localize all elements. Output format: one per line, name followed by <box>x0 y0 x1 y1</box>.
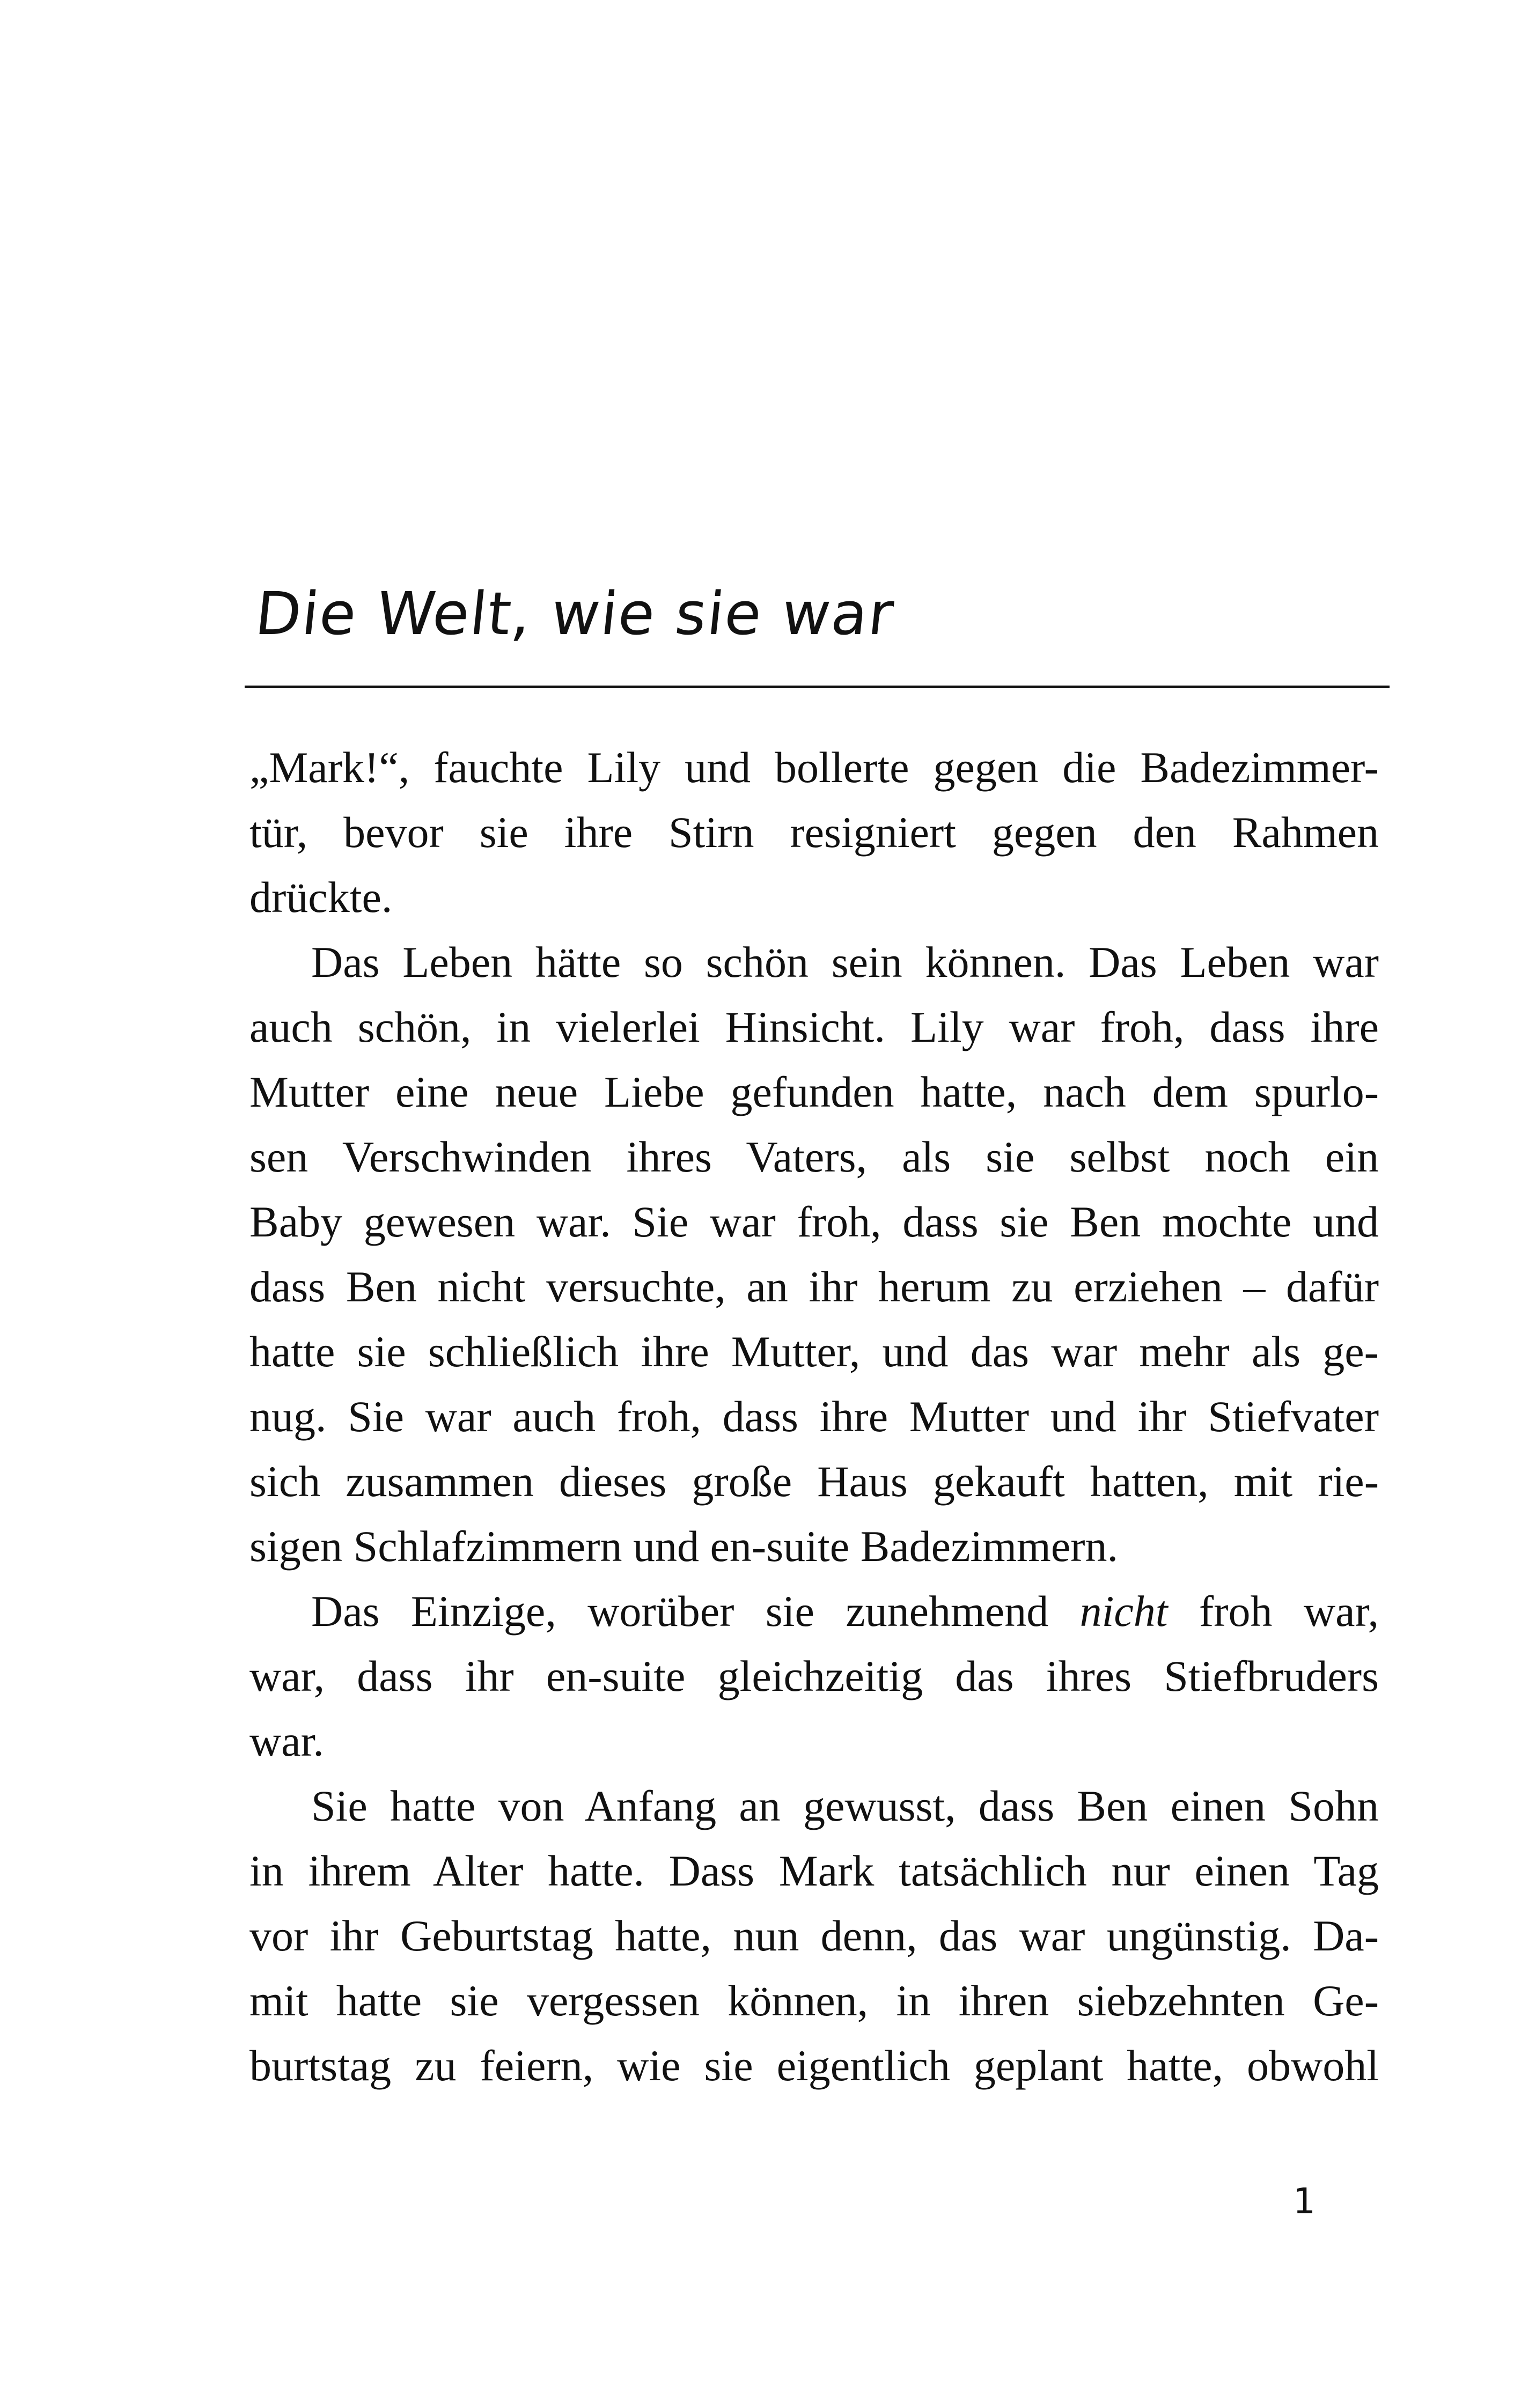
text-line: sich zusammen dieses große Haus gekauft hatten, mit rie- <box>249 1457 1379 1506</box>
text-segment: froh war, <box>1167 1587 1379 1636</box>
text-line: auch schön, in vielerlei Hinsicht. Lily war froh, dass ihre <box>249 1003 1379 1051</box>
text-line: sen Verschwinden ihres Vaters, als sie selbst noch ein <box>249 1132 1379 1181</box>
text-line: sigen Schlafzimmern und en-suite Badezimmern. <box>249 1522 1119 1571</box>
text-line: „Mark!“, fauchte Lily und bollerte gegen die Badezimmer- <box>249 743 1379 792</box>
text-line: war. <box>249 1717 324 1765</box>
italic-emphasis: nicht <box>1079 1587 1168 1636</box>
text-line: Sie hatte von Anfang an gewusst, dass Ben einen Sohn <box>311 1781 1379 1830</box>
paragraph <box>249 1773 1379 2098</box>
title-divider <box>245 686 1390 688</box>
text-line: dass Ben nicht versuchte, an ihr herum zu erziehen – dafür <box>249 1262 1379 1311</box>
text-line: nug. Sie war auch froh, dass ihre Mutter und ihr Stiefvater <box>249 1392 1379 1441</box>
text-line: Mutter eine neue Liebe gefunden hatte, nach dem spurlo- <box>249 1067 1379 1116</box>
text-segment: Das Einzige, worüber sie zunehmend <box>311 1587 1080 1636</box>
text-line: vor ihr Geburtstag hatte, nun denn, das war ungünstig. Da- <box>249 1911 1379 1960</box>
paragraph <box>249 735 1379 930</box>
text-line: hatte sie schließlich ihre Mutter, und das war mehr als ge- <box>249 1327 1379 1376</box>
chapter-title: Die Welt, wie sie war <box>252 579 898 648</box>
text-line: Das Leben hätte so schön sein können. Das Leben war <box>311 938 1379 986</box>
text-line: Baby gewesen war. Sie war froh, dass sie Ben mochte und <box>249 1197 1379 1246</box>
page-number: 1 <box>1293 2181 1316 2222</box>
text-line <box>249 1579 1379 1644</box>
text-line: mit hatte sie vergessen können, in ihren siebzehnten Ge- <box>249 1976 1379 2025</box>
text-line: war, dass ihr en-suite gleichzeitig das ihres Stiefbruders <box>249 1652 1379 1700</box>
text-line: tür, bevor sie ihre Stirn resigniert gegen den Rahmen <box>249 808 1379 857</box>
text-line: in ihrem Alter hatte. Dass Mark tatsächlich nur einen Tag <box>249 1846 1379 1895</box>
body-text <box>249 735 1379 2098</box>
text-line: burtstag zu feiern, wie sie eigentlich geplant hatte, obwohl <box>249 2041 1379 2090</box>
paragraph <box>249 1579 1379 1773</box>
paragraph <box>249 930 1379 1579</box>
text-line: drückte. <box>249 873 393 922</box>
